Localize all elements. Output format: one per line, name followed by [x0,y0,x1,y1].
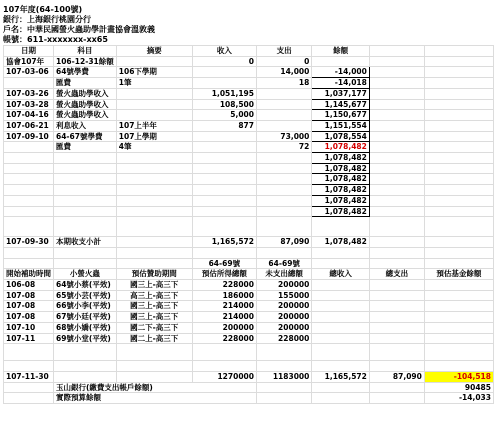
ledger-cell[interactable] [54,206,117,217]
empty-cell[interactable] [312,290,370,301]
subtotal-cell[interactable]: 107-09-30 [4,237,54,248]
sponsor-column-header[interactable]: 未支出總額 [256,269,311,280]
ledger-column-header[interactable]: 摘要 [116,46,192,57]
ledger-cell[interactable]: 107上半年 [116,120,192,131]
ledger-cell[interactable]: 1,150,677 [312,110,370,121]
blank-row [4,344,494,361]
bank-balance-row [4,382,494,393]
empty-cell[interactable] [369,290,424,301]
empty-cell[interactable] [256,344,311,361]
ledger-cell[interactable]: 螢火蟲助學收入 [54,99,117,110]
empty-cell[interactable] [369,393,424,404]
actual-budget-value[interactable]: -14,033 [424,393,493,404]
group-label-row [4,258,494,269]
ledger-cell[interactable]: 107-03-26 [4,88,54,99]
ledger-cell[interactable] [54,153,117,164]
sponsor-column-header[interactable]: 小螢火蟲 [54,269,117,280]
sponsor-cell[interactable]: 國二下-高三下 [116,322,192,333]
empty-cell[interactable] [369,322,424,333]
ledger-cell[interactable]: 4筆 [116,142,192,153]
sponsor-cell[interactable]: 200000 [256,301,311,312]
ledger-cell[interactable] [4,206,54,217]
ledger-cell[interactable] [116,99,192,110]
ledger-cell[interactable]: 0 [256,56,311,67]
ledger-cell[interactable]: 1,078,482 [312,174,370,185]
ledger-cell[interactable] [256,153,311,164]
sponsor-cell[interactable]: 228000 [192,280,256,291]
empty-cell[interactable] [312,382,370,393]
ledger-row [4,142,494,153]
ledger-cell[interactable] [54,174,117,185]
sponsor-column-header[interactable]: 開始補助時間 [4,269,54,280]
ledger-cell[interactable] [192,195,256,206]
sponsor-cell[interactable]: 65號小芸(平效) [54,290,117,301]
subtotal-cell[interactable]: 87,090 [256,237,311,248]
sponsor-cell[interactable]: 107-08 [4,290,54,301]
ledger-cell[interactable] [256,88,311,99]
ledger-cell[interactable]: 106-12-31餘額 [54,56,117,67]
empty-cell[interactable] [369,344,424,361]
ledger-cell[interactable] [54,195,117,206]
sponsor-column-header[interactable]: 預估基金餘額 [424,269,493,280]
empty-cell[interactable] [369,131,424,142]
sponsor-cell[interactable]: 64號小蔡(平效) [54,280,117,291]
sponsor-row [4,333,494,344]
ledger-cell[interactable]: 107-03-06 [4,67,54,78]
ledger-column-header[interactable]: 餘額 [312,46,370,57]
ledger-cell[interactable]: 107-06-21 [4,120,54,131]
sponsor-cell[interactable]: 106-08 [4,280,54,291]
ledger-cell[interactable]: 64號學費 [54,67,117,78]
total-cell[interactable] [54,371,117,382]
ledger-row [4,206,494,217]
empty-cell[interactable] [312,312,370,323]
sponsor-cell[interactable]: 214000 [192,301,256,312]
empty-cell[interactable] [369,361,424,372]
sponsor-cell[interactable]: 155000 [256,290,311,301]
ledger-cell[interactable] [192,153,256,164]
ledger-cell[interactable] [4,185,54,196]
empty-cell[interactable] [4,247,54,258]
empty-cell[interactable] [424,247,493,258]
blank-row [4,361,494,372]
empty-cell[interactable] [424,237,493,248]
ledger-cell[interactable] [54,185,117,196]
empty-cell[interactable] [369,174,424,185]
empty-cell[interactable] [369,153,424,164]
ledger-cell[interactable]: 利息收入 [54,120,117,131]
ledger-cell[interactable] [192,142,256,153]
empty-cell[interactable] [54,361,117,372]
ledger-row [4,174,494,185]
empty-cell[interactable] [369,88,424,99]
subtotal-cell[interactable]: 1,165,572 [192,237,256,248]
sponsor-cell[interactable]: 國三上-高三下 [116,312,192,323]
empty-cell[interactable] [424,195,493,206]
empty-cell[interactable] [424,206,493,217]
sponsor-cell[interactable]: 66號小李(平效) [54,301,117,312]
empty-cell[interactable] [312,393,370,404]
ledger-cell[interactable] [4,142,54,153]
empty-cell[interactable] [312,333,370,344]
total-cell[interactable]: 107-11-30 [4,371,54,382]
sponsor-cell[interactable]: 186000 [192,290,256,301]
sponsor-row [4,301,494,312]
empty-cell[interactable] [369,99,424,110]
subtotal-cell[interactable]: 1,078,482 [312,237,370,248]
sponsor-cell[interactable]: 200000 [256,322,311,333]
ledger-cell[interactable] [256,120,311,131]
empty-cell[interactable] [424,46,493,57]
sponsor-cell[interactable]: 68號小嬌(平效) [54,322,117,333]
empty-cell[interactable] [4,344,54,361]
ledger-cell[interactable]: 1,037,177 [312,88,370,99]
sponsor-cell[interactable]: 67號小廷(平效) [54,312,117,323]
total-cell[interactable]: 1,165,572 [312,371,370,382]
empty-cell[interactable] [256,217,311,237]
ledger-column-header[interactable]: 支出 [256,46,311,57]
empty-cell[interactable] [192,344,256,361]
empty-cell[interactable] [424,153,493,164]
ledger-row [4,110,494,121]
ledger-cell[interactable] [256,163,311,174]
ledger-cell[interactable] [192,78,256,89]
ledger-row [4,185,494,196]
empty-cell[interactable] [256,361,311,372]
ledger-cell[interactable]: 螢火蟲助學收入 [54,88,117,99]
sponsor-header-row [4,269,494,280]
empty-cell[interactable] [369,258,424,269]
empty-cell[interactable] [369,46,424,57]
ledger-cell[interactable]: 1,078,482 [312,195,370,206]
empty-cell[interactable] [312,217,370,237]
ledger-row [4,88,494,99]
empty-cell[interactable] [312,258,370,269]
ledger-cell[interactable] [192,131,256,142]
bank-name: 銀行：上海銀行桃園分行 [3,15,91,24]
ledger-row [4,67,494,78]
empty-cell[interactable] [424,56,493,67]
empty-cell[interactable] [312,301,370,312]
empty-cell[interactable] [424,258,493,269]
ledger-cell[interactable]: 18 [256,78,311,89]
ledger-cell[interactable] [192,185,256,196]
ledger-cell[interactable] [4,153,54,164]
subtotal-cell[interactable]: 本期收支小計 [54,237,117,248]
ledger-cell[interactable]: 1,078,554 [312,131,370,142]
empty-cell[interactable] [424,163,493,174]
sponsor-cell[interactable]: 200000 [192,322,256,333]
ledger-cell[interactable]: 64-67號學費 [54,131,117,142]
empty-cell[interactable] [424,110,493,121]
sponsor-row [4,322,494,333]
empty-cell[interactable] [369,185,424,196]
sponsor-cell[interactable]: 228000 [192,333,256,344]
ledger-row [4,163,494,174]
ledger-cell[interactable]: 協會107年 [4,56,54,67]
empty-cell[interactable] [369,195,424,206]
subtotal-cell[interactable] [116,237,192,248]
empty-cell[interactable] [369,67,424,78]
empty-cell[interactable] [192,247,256,258]
ledger-cell[interactable]: -14,000 [312,67,370,78]
ledger-cell[interactable]: 匯費 [54,78,117,89]
empty-cell[interactable] [4,258,54,269]
ledger-row [4,99,494,110]
sponsor-cell[interactable]: 107-11 [4,333,54,344]
empty-cell[interactable] [312,344,370,361]
ledger-cell[interactable]: 1,145,677 [312,99,370,110]
ledger-row [4,78,494,89]
sponsor-cell[interactable]: 214000 [192,312,256,323]
empty-cell[interactable] [54,247,117,258]
empty-cell[interactable] [369,280,424,291]
empty-cell[interactable] [116,344,192,361]
empty-cell[interactable] [424,131,493,142]
empty-cell[interactable] [424,312,493,323]
ledger-cell[interactable] [116,56,192,67]
ledger-cell[interactable]: 107-09-10 [4,131,54,142]
empty-cell[interactable] [192,361,256,372]
ledger-row [4,195,494,206]
ledger-cell[interactable] [116,185,192,196]
total-cell[interactable]: 1183000 [256,371,311,382]
sponsor-column-header[interactable]: 總支出 [369,269,424,280]
fund-balance-cell[interactable]: -104,518 [424,371,493,382]
sponsor-cell[interactable]: 69號小堂(平效) [54,333,117,344]
empty-cell[interactable] [4,217,54,237]
empty-cell[interactable] [369,110,424,121]
empty-cell[interactable] [369,237,424,248]
empty-cell[interactable] [369,382,424,393]
empty-cell[interactable] [424,301,493,312]
group-label[interactable]: 64-69號 [256,258,311,269]
ledger-cell[interactable] [116,174,192,185]
ledger-cell[interactable] [256,99,311,110]
ledger-cell[interactable] [312,56,370,67]
empty-cell[interactable] [369,217,424,237]
sponsor-row [4,290,494,301]
ledger-cell[interactable] [4,174,54,185]
sponsor-cell[interactable]: 200000 [256,312,311,323]
spreadsheet-grid [3,45,494,404]
ledger-cell[interactable] [4,195,54,206]
ledger-cell[interactable]: 螢火蟲助學收入 [54,110,117,121]
total-cell[interactable] [116,371,192,382]
bank-balance-value[interactable]: 90485 [424,382,493,393]
empty-cell[interactable] [312,361,370,372]
ledger-cell[interactable] [116,195,192,206]
ledger-row [4,131,494,142]
ledger-header-row [4,46,494,57]
empty-cell[interactable] [424,290,493,301]
ledger-cell[interactable] [116,88,192,99]
ledger-cell[interactable]: 14,000 [256,67,311,78]
empty-cell[interactable] [116,217,192,237]
empty-cell[interactable] [369,301,424,312]
group-label[interactable]: 64-69號 [192,258,256,269]
ledger-cell[interactable]: 1,078,482 [312,185,370,196]
ledger-cell[interactable]: 73,000 [256,131,311,142]
account-holder: 戶名：中華民國螢火蟲助學計畫協會溫敦義 [3,25,155,34]
total-cell[interactable]: 87,090 [369,371,424,382]
empty-cell[interactable] [4,361,54,372]
sponsor-cell[interactable]: 200000 [256,280,311,291]
blank-row [4,217,494,237]
ledger-column-header[interactable]: 科目 [54,46,117,57]
empty-cell[interactable] [312,322,370,333]
ledger-cell[interactable]: 72 [256,142,311,153]
ledger-cell[interactable] [116,163,192,174]
ledger-cell[interactable]: 匯費 [54,142,117,153]
actual-budget-row [4,393,494,404]
empty-cell[interactable] [424,142,493,153]
empty-cell[interactable] [424,333,493,344]
empty-cell[interactable] [369,163,424,174]
ledger-cell[interactable] [256,195,311,206]
empty-cell[interactable] [424,67,493,78]
sponsor-cell[interactable]: 107-08 [4,312,54,323]
sheet-title: 107年度(64-100號) [3,5,83,14]
ledger-cell[interactable] [116,153,192,164]
empty-cell[interactable] [116,258,192,269]
ledger-cell[interactable] [256,206,311,217]
ledger-cell[interactable] [192,206,256,217]
empty-cell[interactable] [424,88,493,99]
subtotal-row [4,237,494,248]
empty-cell[interactable] [424,280,493,291]
empty-cell[interactable] [54,258,117,269]
empty-cell[interactable] [424,174,493,185]
empty-cell[interactable] [256,247,311,258]
ledger-cell[interactable]: 107上學期 [116,131,192,142]
ledger-cell[interactable] [192,174,256,185]
ledger-cell[interactable] [256,174,311,185]
sponsor-cell[interactable]: 高三上-高三下 [116,290,192,301]
empty-cell[interactable] [424,344,493,361]
ledger-cell[interactable]: 1,078,482 [312,206,370,217]
ledger-row [4,56,494,67]
empty-cell[interactable] [369,333,424,344]
empty-cell[interactable] [424,322,493,333]
empty-cell[interactable] [312,247,370,258]
empty-cell[interactable] [116,247,192,258]
empty-cell[interactable] [369,142,424,153]
ledger-row [4,153,494,164]
sponsor-cell[interactable]: 國三上-高三下 [116,301,192,312]
sponsor-cell[interactable]: 國二上-高三下 [116,333,192,344]
sponsor-column-header[interactable]: 預估所得總額 [192,269,256,280]
sponsor-cell[interactable]: 國三上-高三下 [116,280,192,291]
total-row [4,371,494,382]
sponsor-row [4,280,494,291]
ledger-row [4,120,494,131]
empty-cell[interactable] [369,247,424,258]
ledger-cell[interactable]: 108,500 [192,99,256,110]
ledger-cell[interactable]: 107-04-16 [4,110,54,121]
ledger-cell[interactable] [4,163,54,174]
empty-cell[interactable] [54,344,117,361]
ledger-cell[interactable]: 1,078,482 [312,142,370,153]
empty-cell[interactable] [4,382,54,393]
ledger-cell[interactable]: 106下學期 [116,67,192,78]
empty-cell[interactable] [424,99,493,110]
empty-cell[interactable] [116,361,192,372]
empty-cell[interactable] [4,393,54,404]
ledger-cell[interactable] [256,185,311,196]
ledger-cell[interactable]: -14,018 [312,78,370,89]
ledger-cell[interactable] [4,78,54,89]
empty-cell[interactable] [369,312,424,323]
sponsor-cell[interactable]: 228000 [256,333,311,344]
ledger-cell[interactable]: 1筆 [116,78,192,89]
ledger-column-header[interactable]: 日期 [4,46,54,57]
ledger-cell[interactable]: 1,078,482 [312,163,370,174]
ledger-cell[interactable] [54,163,117,174]
empty-cell[interactable] [424,120,493,131]
sponsor-column-header[interactable]: 預估贊助期間 [116,269,192,280]
sponsor-cell[interactable]: 107-08 [4,301,54,312]
empty-cell[interactable] [256,382,311,393]
ledger-cell[interactable]: 5,000 [192,110,256,121]
empty-cell[interactable] [192,217,256,237]
ledger-cell[interactable]: 1,078,482 [312,153,370,164]
empty-cell[interactable] [312,280,370,291]
sponsor-row [4,312,494,323]
empty-cell[interactable] [424,78,493,89]
ledger-cell[interactable]: 107-03-28 [4,99,54,110]
empty-cell[interactable] [424,185,493,196]
sponsor-column-header[interactable]: 總收入 [312,269,370,280]
empty-cell[interactable] [369,120,424,131]
ledger-cell[interactable] [192,163,256,174]
ledger-cell[interactable] [116,206,192,217]
empty-cell[interactable] [424,217,493,237]
empty-cell[interactable] [54,217,117,237]
ledger-cell[interactable] [116,110,192,121]
ledger-cell[interactable]: 0 [192,56,256,67]
ledger-cell[interactable]: 877 [192,120,256,131]
ledger-cell[interactable]: 1,151,554 [312,120,370,131]
empty-cell[interactable] [424,361,493,372]
sponsor-cell[interactable]: 107-10 [4,322,54,333]
empty-cell[interactable] [369,206,424,217]
ledger-cell[interactable]: 1,051,195 [192,88,256,99]
empty-cell[interactable] [369,78,424,89]
total-cell[interactable]: 1270000 [192,371,256,382]
actual-budget-label[interactable]: 實際預算餘額 [54,393,257,404]
empty-cell[interactable] [369,56,424,67]
ledger-cell[interactable] [256,110,311,121]
bank-balance-label[interactable]: 玉山銀行(繳費支出帳戶餘額) [54,382,257,393]
empty-cell[interactable] [256,393,311,404]
blank-row [4,247,494,258]
account-number: 帳號：611-xxxxxxx-xx65 [3,35,108,44]
ledger-cell[interactable] [192,67,256,78]
ledger-column-header[interactable]: 收入 [192,46,256,57]
